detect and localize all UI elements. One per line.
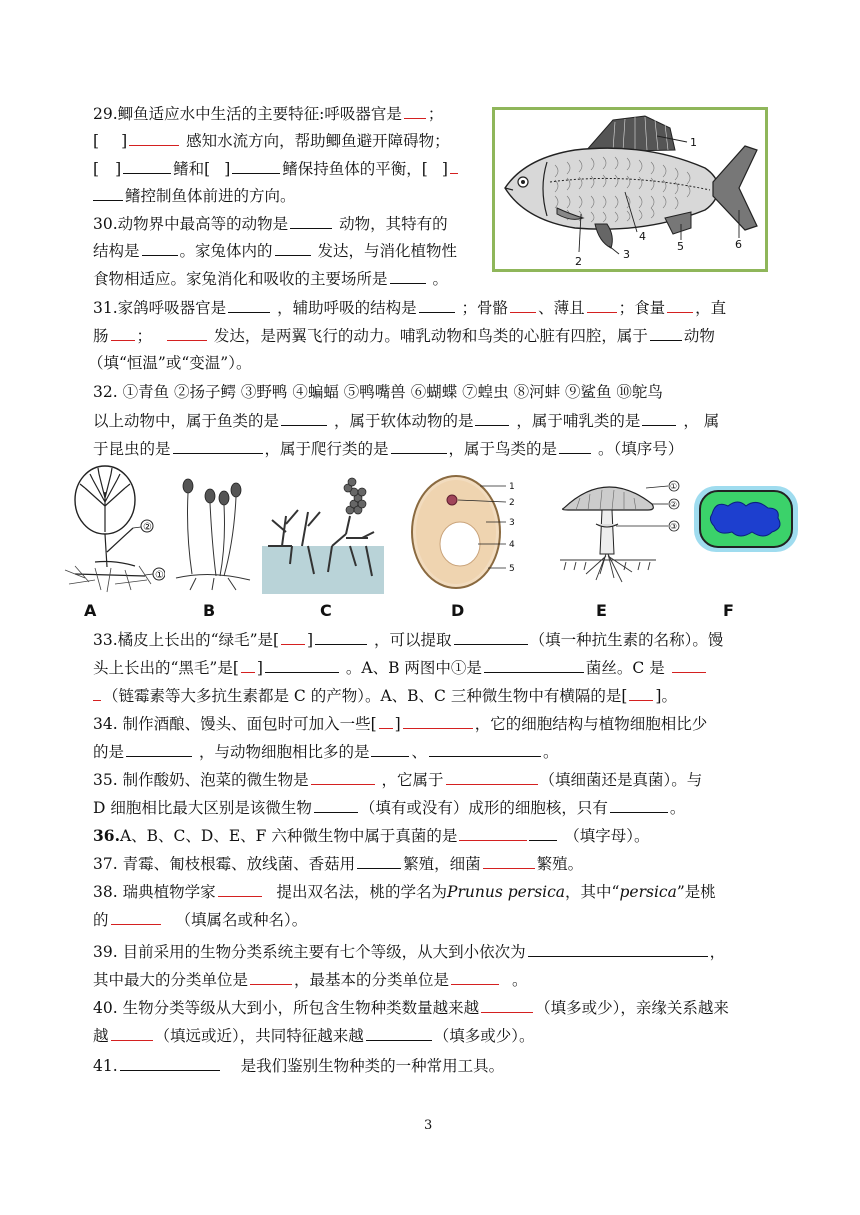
fish-figure [492,107,768,272]
figure-a-penicillium [55,462,165,597]
answer-blank[interactable] [167,325,207,341]
answer-blank[interactable] [142,240,178,256]
answer-blank[interactable] [510,297,536,313]
fig-e-label-2: ② [670,500,678,509]
answer-blank[interactable] [173,438,263,454]
q29-line4: 鳍控制鱼体前进的方向。 [93,185,296,206]
answer-blank[interactable] [232,158,280,174]
fig-d-label-3: 3 [509,518,515,528]
answer-blank[interactable] [366,1025,432,1041]
q40-line1: 40. 生物分类等级从大到小，所包含生物种类数量越来越 （填多或少），亲缘关系越来 [93,999,729,1017]
answer-blank[interactable] [481,997,533,1013]
answer-blank[interactable] [290,213,332,229]
answer-blank[interactable] [129,130,179,146]
fig-d-label-2: 2 [509,498,515,508]
figure-f-bacterium [694,486,798,552]
answer-blank[interactable] [404,103,426,119]
figure-label-d: D [451,601,465,620]
q34-line2: 的是 ，与动物细胞相比多的是 、 。 [93,743,559,761]
answer-blank[interactable] [528,941,708,957]
fish-label-2: 2 [575,255,582,268]
figure-b-rhizopus [170,474,252,594]
answer-blank[interactable] [451,969,499,985]
answer-blank[interactable] [483,853,535,869]
q30-line2: 结构是 。家兔体内的 发达，与消化植物性 [93,242,457,260]
q29-line1: 29.鲫鱼适应水中生活的主要特征:呼吸器官是 ； [93,105,444,123]
answer-blank[interactable] [672,657,706,673]
answer-blank[interactable] [126,741,192,757]
answer-blank[interactable] [446,769,538,785]
answer-blank[interactable] [642,410,676,426]
answer-blank[interactable] [379,713,393,729]
answer-blank[interactable] [315,629,367,645]
figure-label-f: F [723,601,734,620]
answer-blank[interactable] [475,410,509,426]
answer-blank[interactable] [587,297,617,313]
figure-label-b: B [203,601,216,620]
figure-label-c: C [320,601,332,620]
figure-d-yeast-cell [408,472,520,594]
answer-blank[interactable] [629,685,653,701]
answer-blank[interactable] [241,657,255,673]
answer-blank[interactable] [111,909,161,925]
fish-label-5: 5 [677,240,684,253]
figure-e-mushroom [556,474,684,592]
figure-label-a: A [84,601,97,620]
answer-blank[interactable] [281,410,327,426]
q32-line1: 32. ①青鱼 ②扬子鳄 ③野鸭 ④蝙蝠 ⑤鸭嘴兽 ⑥蝴蝶 ⑦蝗虫 ⑧河蚌 ⑨鲨鱼 ⑩鸵鸟 [93,383,663,401]
q30-line1: 30.动物界中最高等的动物是 动物，其特有的 [93,215,448,233]
fig-d-label-5: 5 [509,564,515,574]
answer-blank[interactable] [218,881,262,897]
fig-d-label-1: 1 [509,482,515,492]
q38-line2: 的 （填属名或种名）。 [93,911,308,929]
fig-e-label-1: ① [670,482,678,491]
answer-blank[interactable] [429,741,541,757]
answer-blank[interactable] [275,240,311,256]
fish-label-6: 6 [735,238,742,251]
answer-blank[interactable] [111,325,135,341]
answer-blank[interactable] [419,297,455,313]
answer-blank[interactable] [228,297,270,313]
answer-blank[interactable] [459,825,527,841]
q35-line1: 35. 制作酸奶、泡菜的微生物是 ，它属于 （填细菌还是真菌）。与 [93,771,703,789]
figure-c-actinomycete [262,476,384,594]
answer-blank[interactable] [371,741,409,757]
dorsal-fin [585,116,675,152]
answer-slot[interactable] [101,131,119,146]
answer-blank[interactable] [450,158,458,174]
q38-line1: 38. 瑞典植物学家 提出双名法，桃的学名为Prunus persica，其中“persica”是桃 [93,883,716,901]
fig-e-label-3: ③ [670,522,678,531]
answer-blank[interactable] [559,438,591,454]
answer-blank[interactable] [357,853,401,869]
q37-line1: 37. 青霉、匍枝根霉、放线菌、香菇用 繁殖，细菌 繁殖。 [93,855,584,873]
answer-blank[interactable] [403,713,473,729]
answer-blank[interactable] [650,325,682,341]
answer-blank[interactable] [265,657,339,673]
fish-label-4: 4 [639,230,646,243]
q29-line2: [ ] 感知水流方向，帮助鲫鱼避开障碍物； [93,132,450,150]
answer-blank[interactable] [93,685,101,701]
q39-line1: 39. 目前采用的生物分类系统主要有七个等级，从大到小依次为 ， [93,943,726,961]
q33-line2: 头上长出的“黑毛”是[ ] 。A、B 两图中①是 菌丝。C 是 [93,657,708,678]
fish-illustration [495,110,765,269]
answer-slot[interactable] [430,159,440,174]
q33-line3: （链霉素等大多抗生素都是 C 的产物）。A、B、C 三种微生物中有横隔的是[ ]。 [93,685,677,706]
q29-line3: [ ] 鳍和[ ] 鳍保持鱼体的平衡，[ ] [93,158,460,179]
q35-line2: D 细胞相比最大区别是该微生物 （填有或没有）成形的细胞核，只有 。 [93,799,686,817]
answer-blank[interactable] [93,185,123,201]
answer-blank[interactable] [281,629,305,645]
answer-blank[interactable] [390,268,426,284]
q30-line3: 食物相适应。家兔消化和吸收的主要场所是 。 [93,270,448,288]
q31-line3: （填“恒温”或“变温”）。 [88,354,252,372]
q34-line1: 34. 制作酒酿、馒头、面包时可加入一些[ ] ，它的细胞结构与植物细胞相比少 [93,715,708,733]
q31-line2: 肠 ； 发达，是两翼飞行的动力。哺乳动物和鸟类的心脏有四腔，属于 动物 [93,327,715,345]
answer-blank[interactable] [454,629,528,645]
q40-line2: 越 （填远或近），共同特征越来越 （填多或少）。 [93,1027,535,1045]
q41-line1: 41. 是我们鉴别生物种类的一种常用工具。 [93,1057,505,1075]
caudal-fin [713,146,757,230]
fish-label-1: 1 [690,136,697,149]
answer-blank[interactable] [391,438,447,454]
answer-blank[interactable] [610,797,668,813]
answer-blank[interactable] [529,825,557,841]
fig-d-label-4: 4 [509,540,515,550]
figure-label-e: E [596,601,607,620]
page-number: 3 [424,1118,433,1133]
answer-blank[interactable] [120,1055,220,1071]
fig-a-label-2: ② [143,522,152,533]
answer-slot[interactable] [101,159,113,174]
answer-slot[interactable] [212,159,222,174]
q39-line2: 其中最大的分类单位是 ，最基本的分类单位是 。 [93,971,528,989]
answer-blank[interactable] [667,297,693,313]
q32-line2: 以上动物中，属于鱼类的是 ，属于软体动物的是 ，属于哺乳类的是 ， 属 [93,412,720,430]
answer-blank[interactable] [314,797,358,813]
q32-line3: 于昆虫的是 ，属于爬行类的是 ，属于鸟类的是 。（填序号） [93,440,684,458]
fish-label-3: 3 [623,248,630,261]
fig-a-label-1: ① [155,570,164,581]
q36-line1: 36.A、B、C、D、E、F 六种微生物中属于真菌的是 （填字母）。 [93,826,650,845]
q33-line1: 33.橘皮上长出的“绿毛”是[ ] ，可以提取 （填一种抗生素的名称）。馒 [93,631,724,649]
q31-line1: 31.家鸽呼吸器官是 ，辅助呼吸的结构是 ；骨骼 、薄且 ；食量 ，直 [93,299,727,317]
answer-blank[interactable] [111,1025,153,1041]
answer-blank[interactable] [123,158,171,174]
answer-blank[interactable] [311,769,375,785]
answer-blank[interactable] [250,969,292,985]
answer-blank[interactable] [484,657,584,673]
